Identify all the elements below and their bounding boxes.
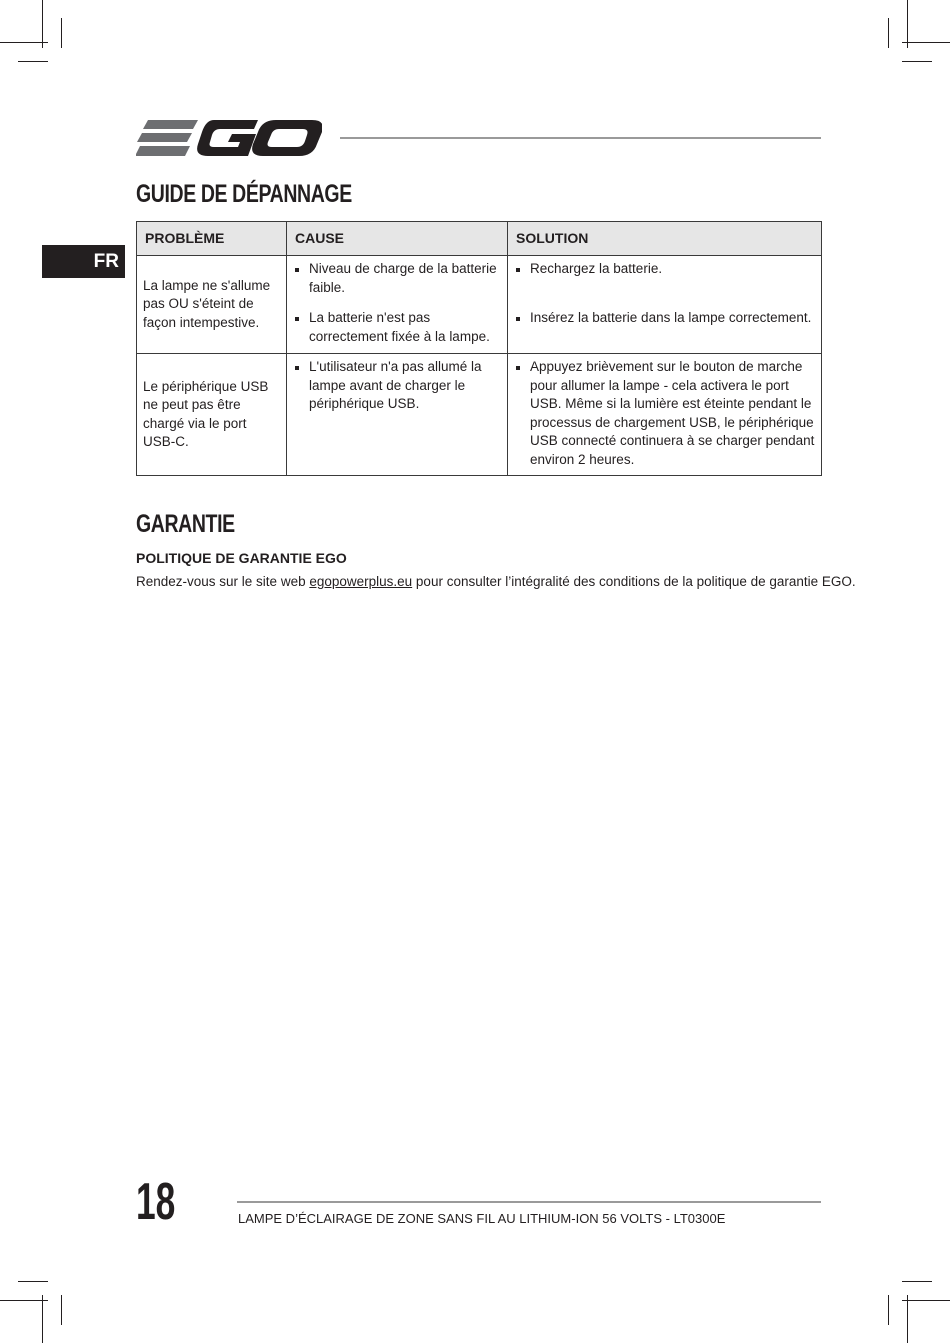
ego-logo (136, 116, 322, 160)
crop-mark (18, 61, 48, 62)
table-row (137, 256, 822, 354)
crop-mark (888, 1295, 889, 1325)
warranty-title: GARANTIE (136, 510, 235, 538)
warranty-text-after: pour consulter l’intégralité des conditions de la politique de garantie EGO. (412, 574, 856, 589)
footer-rule (237, 1201, 821, 1203)
crop-mark (42, 0, 43, 48)
crop-mark (61, 1295, 62, 1325)
warranty-text (136, 574, 856, 589)
column-header-cause: CAUSE (287, 222, 508, 256)
problem-cell: La lampe ne s'allume pas OU s'éteint de façon intempestive. (137, 256, 287, 354)
warranty-subtitle: POLITIQUE DE GARANTIE EGO (136, 550, 347, 566)
crop-mark (888, 18, 889, 48)
crop-mark (902, 1281, 932, 1282)
cause-cell (287, 354, 508, 476)
crop-mark (902, 42, 950, 43)
crop-mark (61, 18, 62, 48)
crop-mark (18, 1281, 48, 1282)
warranty-link[interactable]: egopowerplus.eu (309, 574, 413, 589)
crop-mark (0, 42, 48, 43)
column-header-solution: SOLUTION (508, 222, 822, 256)
column-header-problem: PROBLÈME (137, 222, 287, 256)
cause-cell (287, 256, 508, 354)
page-number: 18 (136, 1173, 176, 1231)
troubleshooting-title: GUIDE DE DÉPANNAGE (136, 180, 352, 208)
cause-item: L'utilisateur n'a pas allumé la lampe avant de charger le périphérique USB. (287, 358, 507, 414)
cause-item: La batterie n'est pas correctement fixée à la lampe. (287, 309, 507, 346)
crop-mark (42, 1295, 43, 1343)
crop-mark (902, 61, 932, 62)
table-header-row (137, 222, 822, 256)
solution-item: Insérez la batterie dans la lampe correctement. (508, 309, 821, 328)
troubleshooting-table (136, 221, 822, 476)
warranty-text-before: Rendez-vous sur le site web (136, 574, 310, 589)
solution-cell (508, 354, 822, 476)
solution-item: Appuyez brièvement sur le bouton de marche pour allumer la lampe - cela activera le port USB. Même si la lumière est éteinte pendant le processus de chargement USB, le périphérique USB connecté continuera à se charger pendant environ 2 heures. (508, 358, 821, 469)
table-row (137, 354, 822, 476)
crop-mark (907, 1295, 908, 1343)
problem-cell: Le périphérique USB ne peut pas être chargé via le port USB-C. (137, 354, 287, 476)
crop-mark (907, 0, 908, 48)
language-tab: FR (42, 245, 125, 278)
header-rule (340, 137, 821, 139)
crop-mark (0, 1300, 48, 1301)
cause-item: Niveau de charge de la batterie faible. (287, 260, 507, 297)
footer-product-name: LAMPE D’ÉCLAIRAGE DE ZONE SANS FIL AU LITHIUM-ION 56 VOLTS - LT0300E (238, 1211, 726, 1226)
solution-item: Rechargez la batterie. (508, 260, 821, 279)
solution-cell (508, 256, 822, 354)
crop-mark (902, 1300, 950, 1301)
